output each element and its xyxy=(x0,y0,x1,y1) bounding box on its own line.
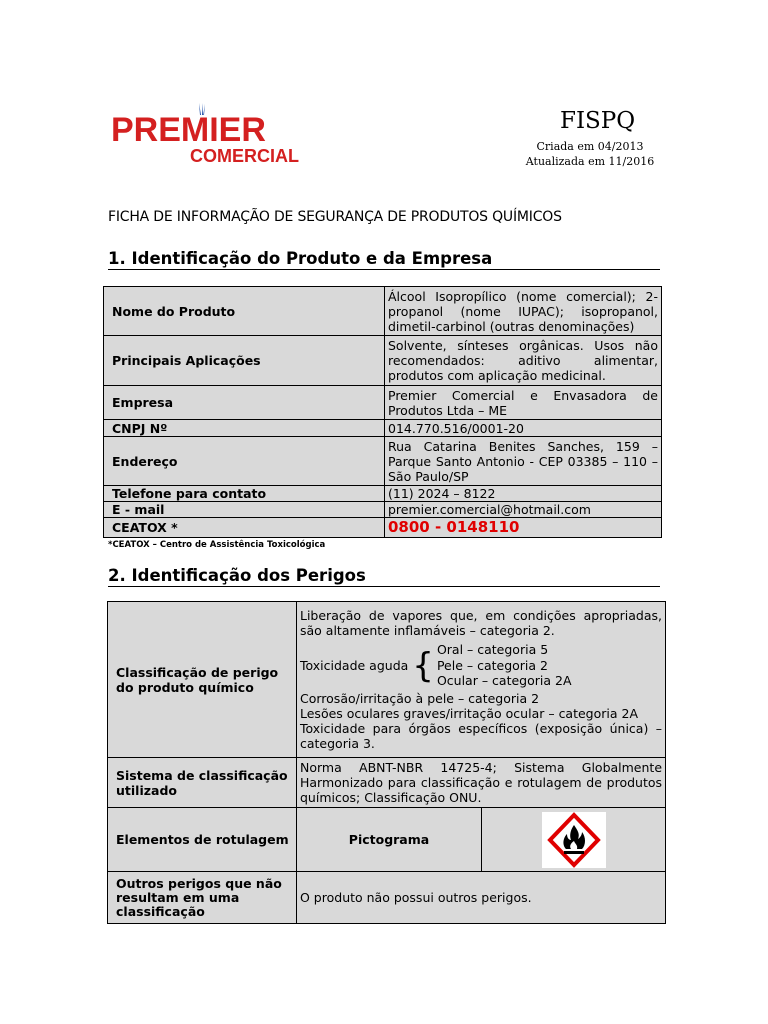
classification-line: Corrosão/irritação à pele – categoria 2 xyxy=(300,690,540,706)
created-date: Criada em 04/2013 xyxy=(536,140,644,153)
row-value: Álcool Isopropílico (nome comercial); 2-propanol (nome IUPAC); isopropanol, dimetil-carbinol (outras denominações) xyxy=(385,287,662,336)
row-label: CNPJ Nº xyxy=(104,420,385,437)
row-label: Endereço xyxy=(104,437,385,486)
doc-code: FISPQ xyxy=(560,108,636,134)
table-row xyxy=(104,486,662,502)
row-label: Empresa xyxy=(104,386,385,420)
table-row xyxy=(108,808,666,872)
row-label: Telefone para contato xyxy=(104,486,385,502)
table-row xyxy=(104,287,662,336)
section2-title: 2. Identificação dos Perigos xyxy=(108,566,366,585)
logo-comercial: COMERCIAL xyxy=(190,146,299,166)
classification-value xyxy=(297,602,666,758)
product-identification-table xyxy=(103,286,662,538)
table-row xyxy=(104,518,662,538)
hazard-identification-table xyxy=(107,601,666,924)
classification-intro: Liberação de vapores que, em condições apropriadas, são altamente inflamáveis – categoria 2. xyxy=(300,608,663,639)
toxicity-item: Pele – categoria 2 xyxy=(436,657,548,673)
classification-line: Toxicidade para órgãos específicos (exposição única) – categoria 3. xyxy=(300,720,663,751)
row-value: Norma ABNT-NBR 14725-4; Sistema Globalmente Harmonizado para classificação e rotulagem de produtos químicos; Classificação ONU. xyxy=(297,758,666,808)
row-label: Sistema de classificação utilizado xyxy=(108,758,297,808)
table-row xyxy=(104,420,662,437)
row-label: E - mail xyxy=(104,502,385,518)
section1-divider xyxy=(108,269,660,270)
toxicity-item: Ocular – categoria 2A xyxy=(436,673,572,689)
table-row xyxy=(108,758,666,808)
pictogram-cell xyxy=(482,808,666,872)
footnote: *CEATOX – Centro de Assistência Toxicológica xyxy=(108,540,326,550)
logo-premier: PREMIER xyxy=(111,111,266,149)
flame-hazard-icon xyxy=(542,812,606,868)
page-title: FICHA DE INFORMAÇÃO DE SEGURANÇA DE PRODUTOS QUÍMICOS xyxy=(108,209,562,225)
brace-icon: { xyxy=(412,645,434,686)
table-row xyxy=(104,386,662,420)
row-label: Classificação de perigo do produto químico xyxy=(108,602,297,758)
section1-title: 1. Identificação do Produto e da Empresa xyxy=(108,249,493,268)
row-value: (11) 2024 – 8122 xyxy=(385,486,662,502)
section2-divider xyxy=(108,586,660,587)
row-label: Nome do Produto xyxy=(104,287,385,336)
table-row xyxy=(104,437,662,486)
row-label: Principais Aplicações xyxy=(104,336,385,386)
table-row xyxy=(104,502,662,518)
toxicity-group xyxy=(300,642,662,689)
email-value[interactable]: premier.comercial@hotmail.com xyxy=(385,502,662,518)
row-value: Solvente, sínteses orgânicas. Usos não recomendados: aditivo alimentar, produtos com aplicação medicinal. xyxy=(385,336,662,386)
table-row xyxy=(104,336,662,386)
doc-dates xyxy=(520,139,660,169)
row-value: Rua Catarina Benites Sanches, 159 – Parque Santo Antonio - CEP 03385 – 110 – São Paulo/SP xyxy=(385,437,662,486)
toxicity-item: Oral – categoria 5 xyxy=(436,642,549,658)
ceatox-number: 0800 - 0148110 xyxy=(388,518,520,536)
row-value: Premier Comercial e Envasadora de Produtos Ltda – ME xyxy=(385,386,662,420)
table-row xyxy=(108,602,666,758)
hotline-cell xyxy=(385,518,662,538)
updated-date: Atualizada em 11/2016 xyxy=(525,155,655,168)
row-value: O produto não possui outros perigos. xyxy=(297,872,666,924)
pictogram-label: Pictograma xyxy=(297,808,482,872)
row-label: Outros perigos que não resultam em uma classificação xyxy=(108,872,297,924)
row-value: 014.770.516/0001-20 xyxy=(385,420,662,437)
row-label: CEATOX * xyxy=(104,518,385,538)
toxicity-label: Toxicidade aguda xyxy=(300,658,409,673)
table-row xyxy=(108,872,666,924)
classification-line: Lesões oculares graves/irritação ocular – categoria 2A xyxy=(300,705,639,721)
toxicity-items xyxy=(437,642,572,689)
row-label: Elementos de rotulagem xyxy=(108,808,297,872)
